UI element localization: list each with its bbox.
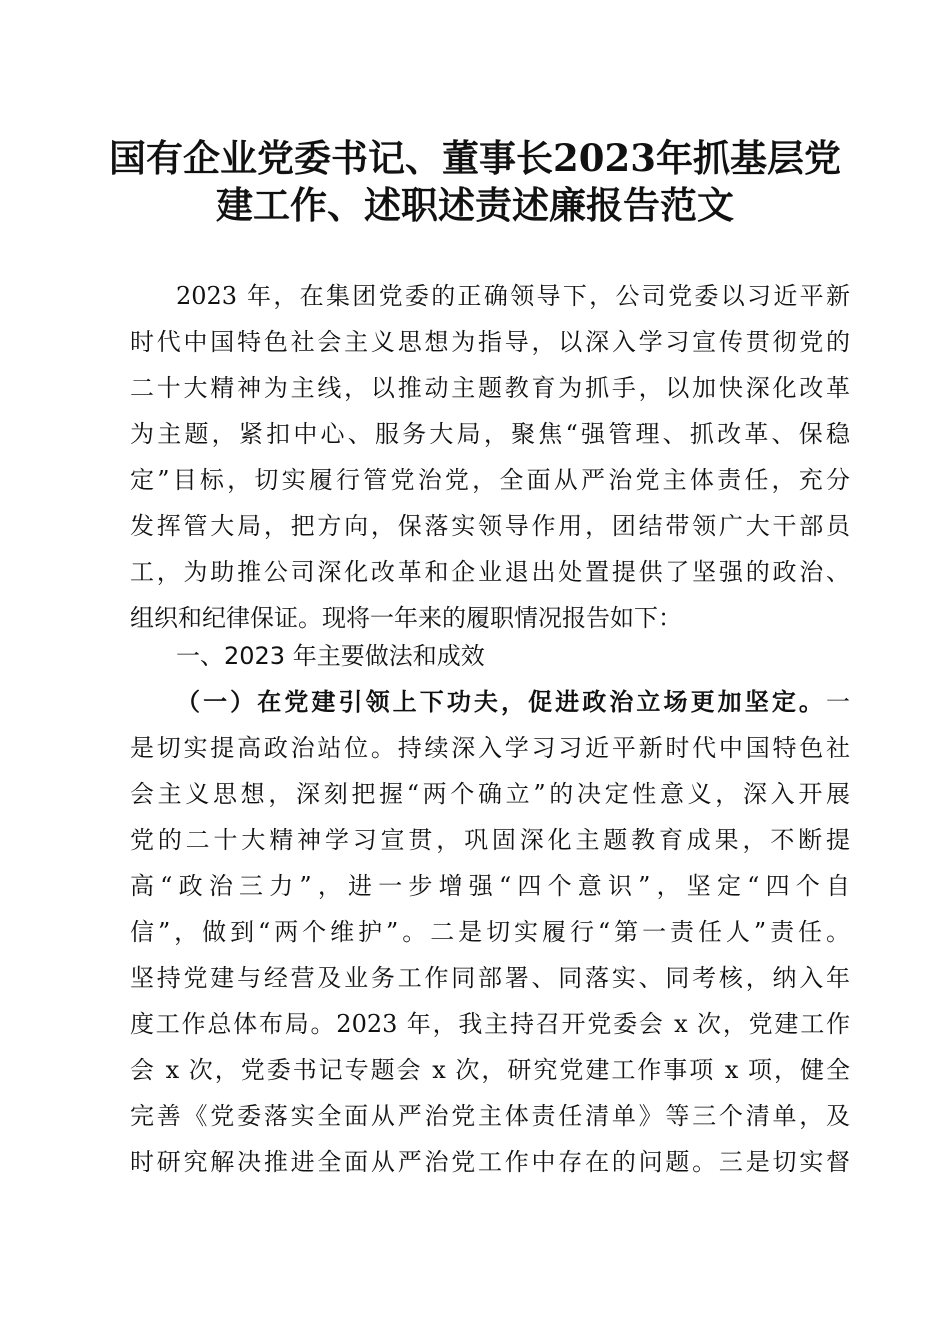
subsection-title: （一）在党建引领上下功夫，促进政治立场更加坚定。: [176, 687, 826, 716]
subsection-paragraph-line: 高“政治三力”，进一步增强“四个意识”，坚定“四个自: [130, 872, 850, 900]
subsection-paragraph-line: 会主义思想，深刻把握“两个确立”的决定性意义，深入开展: [130, 780, 850, 808]
subsection-paragraph-line: 坚持党建与经营及业务工作同部署、同落实、同考核，纳入年: [130, 964, 850, 992]
subsection-paragraph-line: 信”，做到“两个维护”。二是切实履行“第一责任人”责任。: [130, 918, 850, 946]
intro-paragraph-line: 工，为助推公司深化改革和企业退出处置提供了坚强的政治、: [130, 558, 850, 586]
subsection-paragraph-line: 完善《党委落实全面从严治党主体责任清单》等三个清单，及: [130, 1102, 850, 1130]
intro-paragraph-line: 2023 年，在集团党委的正确领导下，公司党委以习近平新: [176, 282, 850, 310]
intro-paragraph-line: 定”目标，切实履行管党治党，全面从严治党主体责任，充分: [130, 466, 850, 494]
subsection-paragraph-line: 时研究解决推进全面从严治党工作中存在的问题。三是切实督: [130, 1148, 850, 1176]
intro-paragraph-line: 为主题，紧扣中心、服务大局，聚焦“强管理、抓改革、保稳: [130, 420, 850, 448]
document-title-line-1: 国有企业党委书记、董事长2023年抓基层党: [109, 136, 841, 180]
subsection-first-line-text: 一: [826, 688, 850, 716]
document-title-line-2: 建工作、述职述责述廉报告范文: [216, 183, 734, 227]
intro-paragraph-line: 二十大精神为主线，以推动主题教育为抓手，以加快深化改革: [130, 374, 850, 402]
subsection-paragraph-line: 党的二十大精神学习宣贯，巩固深化主题教育成果，不断提: [130, 826, 850, 854]
intro-paragraph-line: 时代中国特色社会主义思想为指导，以深入学习宣传贯彻党的: [130, 328, 850, 356]
subsection-paragraph-line: 度工作总体布局。2023 年，我主持召开党委会 x 次，党建工作: [130, 1010, 850, 1038]
subsection-first-line: [176, 687, 850, 717]
subsection-paragraph-line: 是切实提高政治站位。持续深入学习习近平新时代中国特色社: [130, 734, 850, 762]
subsection-paragraph-line: 会 x 次，党委书记专题会 x 次，研究党建工作事项 x 项，健全: [130, 1056, 850, 1084]
section-heading: 一、2023 年主要做法和成效: [176, 642, 485, 670]
intro-paragraph-line: 发挥管大局，把方向，保落实领导作用，团结带领广大干部员: [130, 512, 850, 540]
intro-paragraph-line: 组织和纪律保证。现将一年来的履职情况报告如下：: [130, 604, 682, 632]
